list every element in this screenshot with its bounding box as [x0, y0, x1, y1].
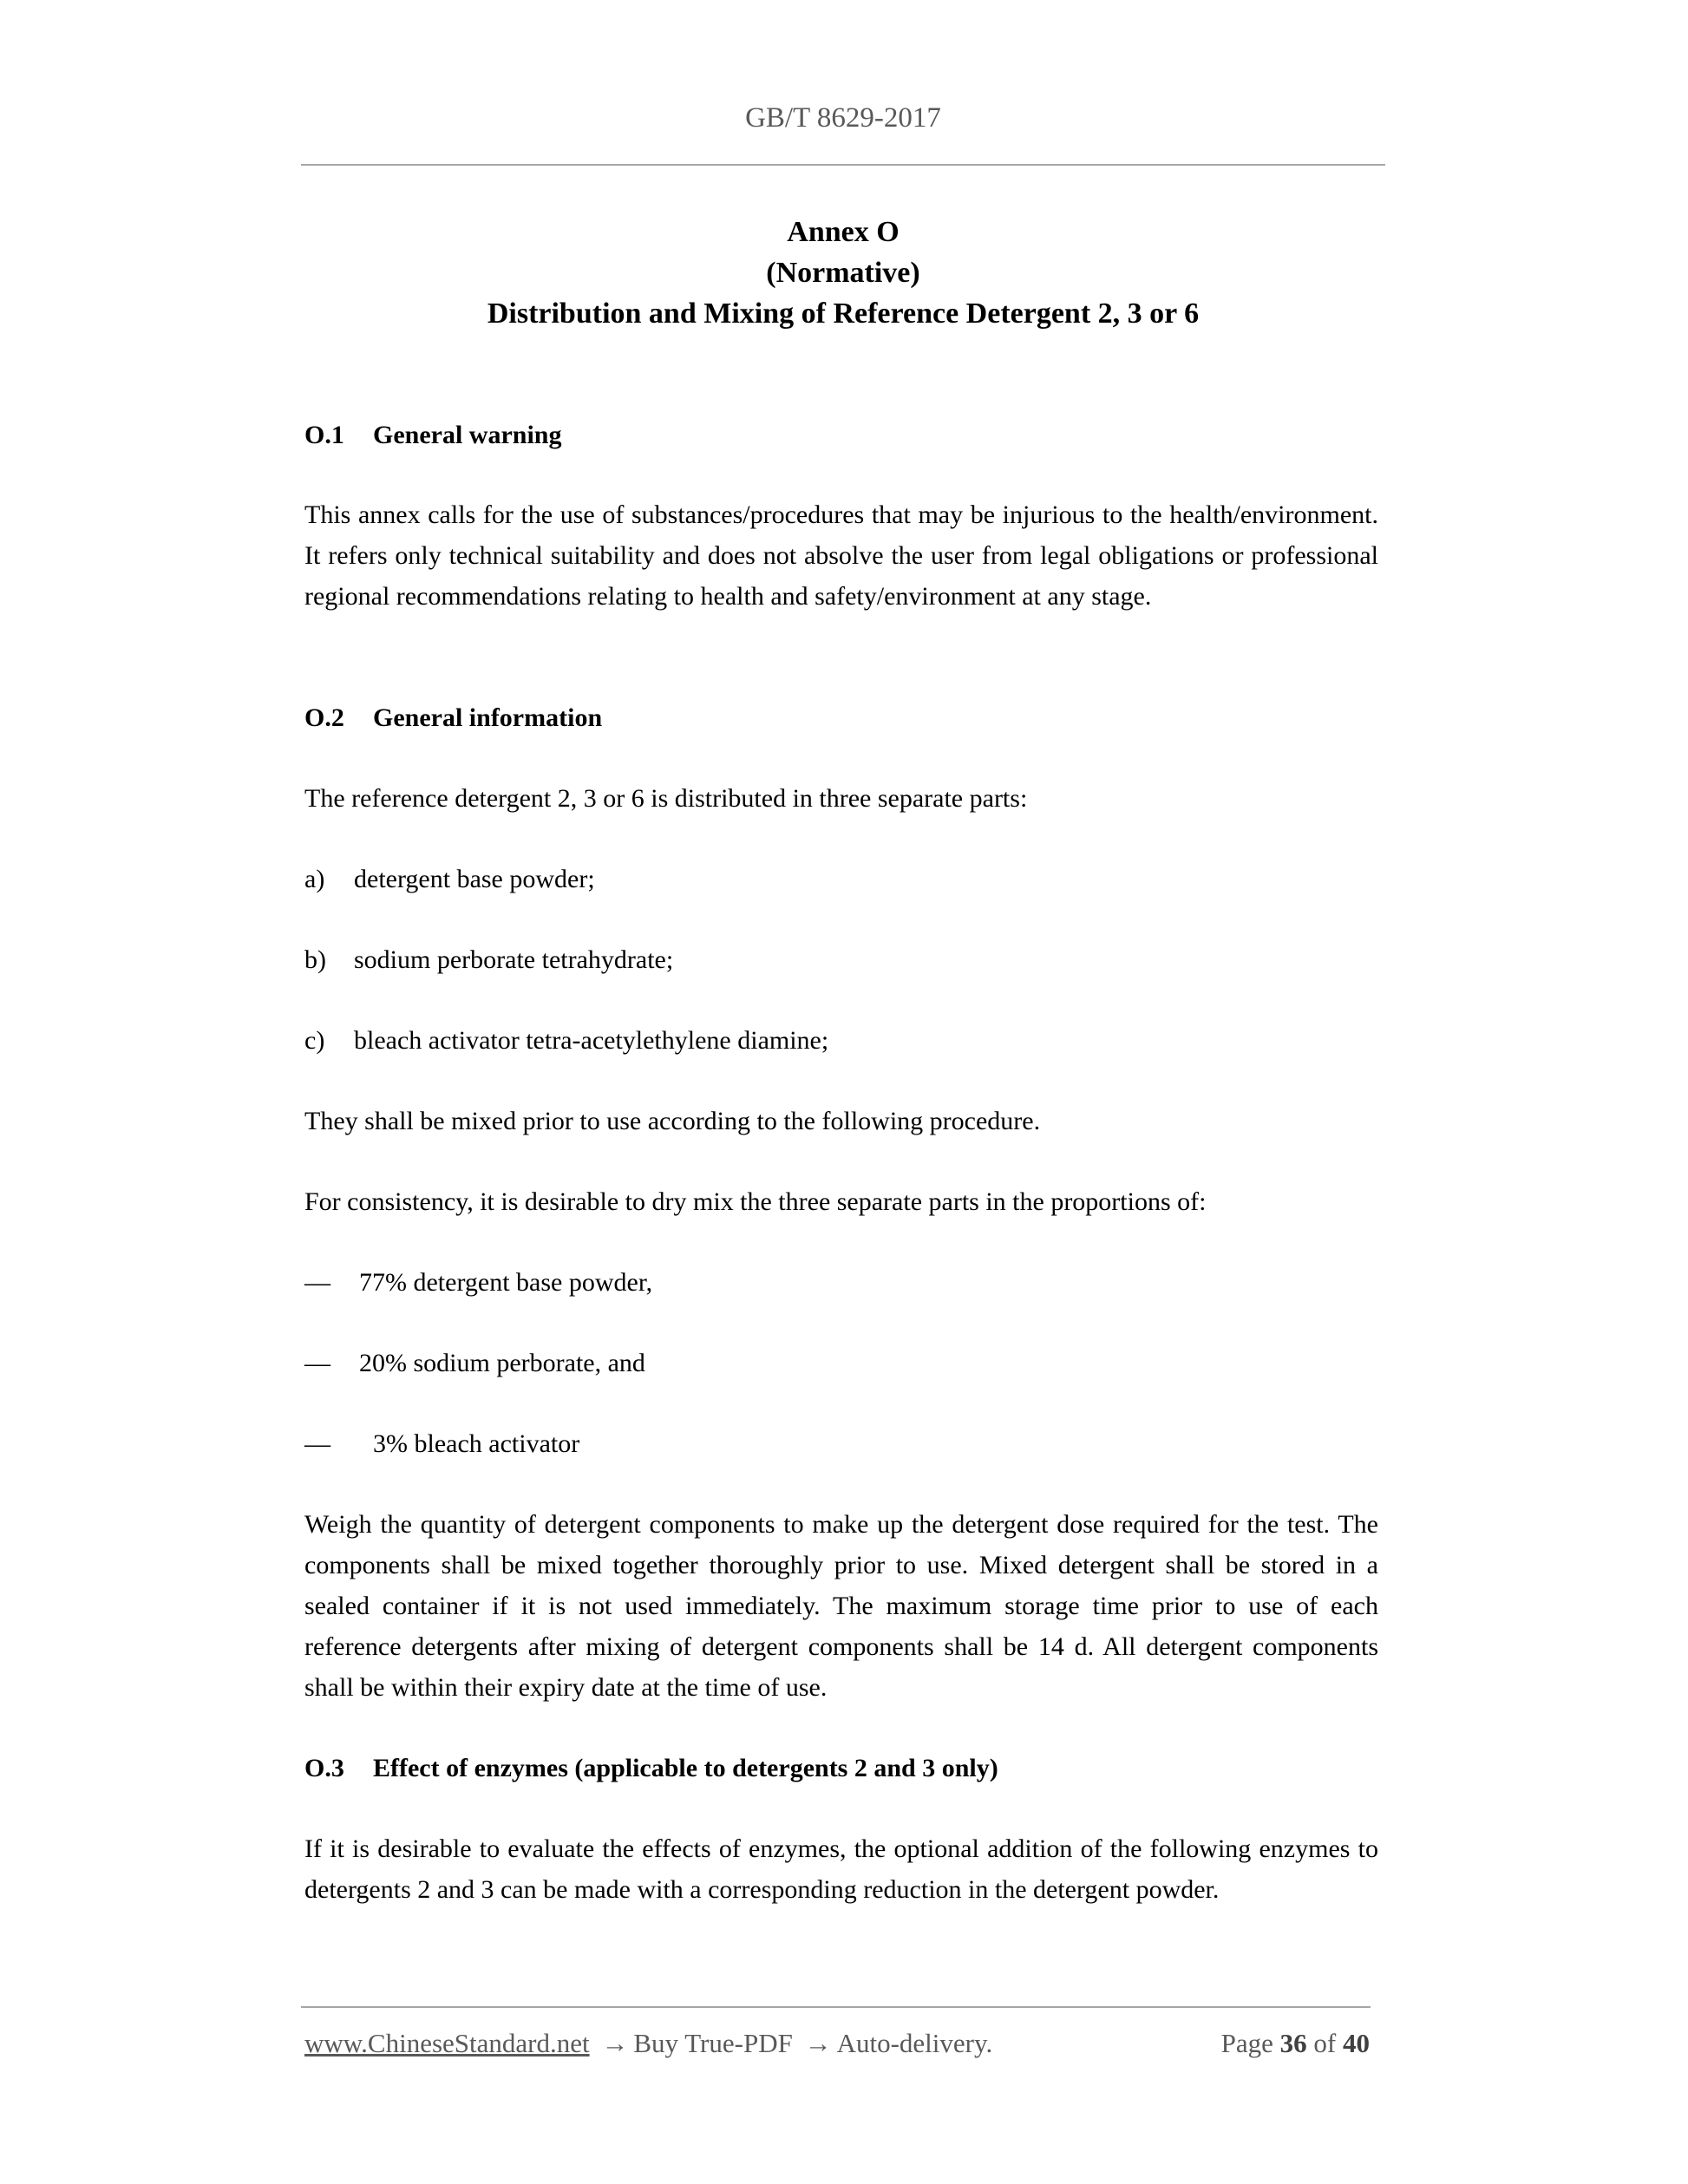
page-indicator [1221, 2026, 1370, 2061]
annex-kind: (Normative) [766, 257, 920, 289]
arrow-right-icon: → [804, 2028, 832, 2058]
section-title: General warning [373, 421, 562, 449]
distribution-intro: The reference detergent 2, 3 or 6 is distributed in three separate parts: [304, 784, 1028, 813]
list-marker: a) [304, 865, 325, 893]
list-item-text: bleach activator tetra-acetylethylene diamine; [354, 1026, 829, 1055]
list-item [304, 939, 1378, 980]
page-label: Page [1220, 2028, 1273, 2058]
buy-pdf-text: Buy True-PDF [633, 2028, 793, 2058]
list-item [304, 1020, 1378, 1061]
list-marker: c) [304, 1026, 325, 1055]
mixing-note: They shall be mixed prior to use according to the following procedure. [304, 1107, 1041, 1135]
page-total: 40 [1343, 2028, 1370, 2058]
section-title: Effect of enzymes (applicable to detergents 2 and 3 only) [373, 1754, 998, 1782]
list-item [304, 1423, 1378, 1464]
section-number: O.2 [304, 703, 344, 732]
section-heading-o3 [304, 1748, 1378, 1788]
section-title: General information [373, 703, 603, 732]
weighing-paragraph: Weigh the quantity of detergent components to make up the detergent dose required for the test. The components shall be mixed together thoroughly prior to use. Mixed detergent shall be stored in a sealed container if it is not used immediately. The maximum storage time prior to use of each reference detergents after mixing of detergent components shall be 14 d. All detergent components shall be within their expiry date at the time of use. [304, 1510, 1378, 1702]
page-number: 36 [1279, 2028, 1307, 2058]
list-item-text: sodium perborate tetrahydrate; [354, 945, 674, 974]
annex-label: Annex O [787, 216, 900, 248]
list-item-text: 20% sodium perborate, and [359, 1349, 645, 1377]
arrow-right-icon: → [601, 2028, 629, 2058]
proportion-intro: For consistency, it is desirable to dry mix the three separate parts in the proportions of: [304, 1187, 1207, 1216]
list-marker: b) [304, 945, 326, 974]
list-item-text: detergent base powder; [354, 865, 595, 893]
dash-marker: — [304, 1349, 330, 1377]
dash-marker: — [304, 1268, 330, 1297]
general-warning-paragraph: This annex calls for the use of substances/procedures that may be injurious to the health/environment. It refers only technical suitability and does not absolve the user from legal obligations or professional regional recommendations relating to health and safety/environment at any stage. [304, 500, 1378, 611]
of-label: of [1313, 2028, 1337, 2058]
section-number: O.1 [304, 421, 344, 449]
footer-divider [301, 2006, 1371, 2008]
section-number: O.3 [304, 1754, 344, 1782]
list-item [304, 1262, 1378, 1303]
list-item-text: 3% bleach activator [373, 1429, 580, 1458]
dash-marker: — [304, 1429, 330, 1458]
auto-delivery-text: Auto-delivery. [836, 2028, 993, 2058]
header-divider [301, 164, 1385, 166]
site-link[interactable]: www.ChineseStandard.net [304, 2028, 590, 2058]
list-item [304, 1343, 1378, 1383]
list-item [304, 859, 1378, 899]
section-heading-o2 [304, 697, 1378, 738]
annex-name: Distribution and Mixing of Reference Detergent 2, 3 or 6 [487, 298, 1200, 330]
section-heading-o1 [304, 415, 1378, 455]
footer-promo [304, 2026, 992, 2061]
list-item-text: 77% detergent base powder, [359, 1268, 653, 1297]
enzymes-paragraph: If it is desirable to evaluate the effects of enzymes, the optional addition of the following enzymes to detergents 2 and 3 can be made with a corresponding reduction in the detergent powder. [304, 1834, 1378, 1904]
annex-title-block [301, 212, 1385, 334]
document-code-header: GB/T 8629-2017 [745, 102, 941, 134]
